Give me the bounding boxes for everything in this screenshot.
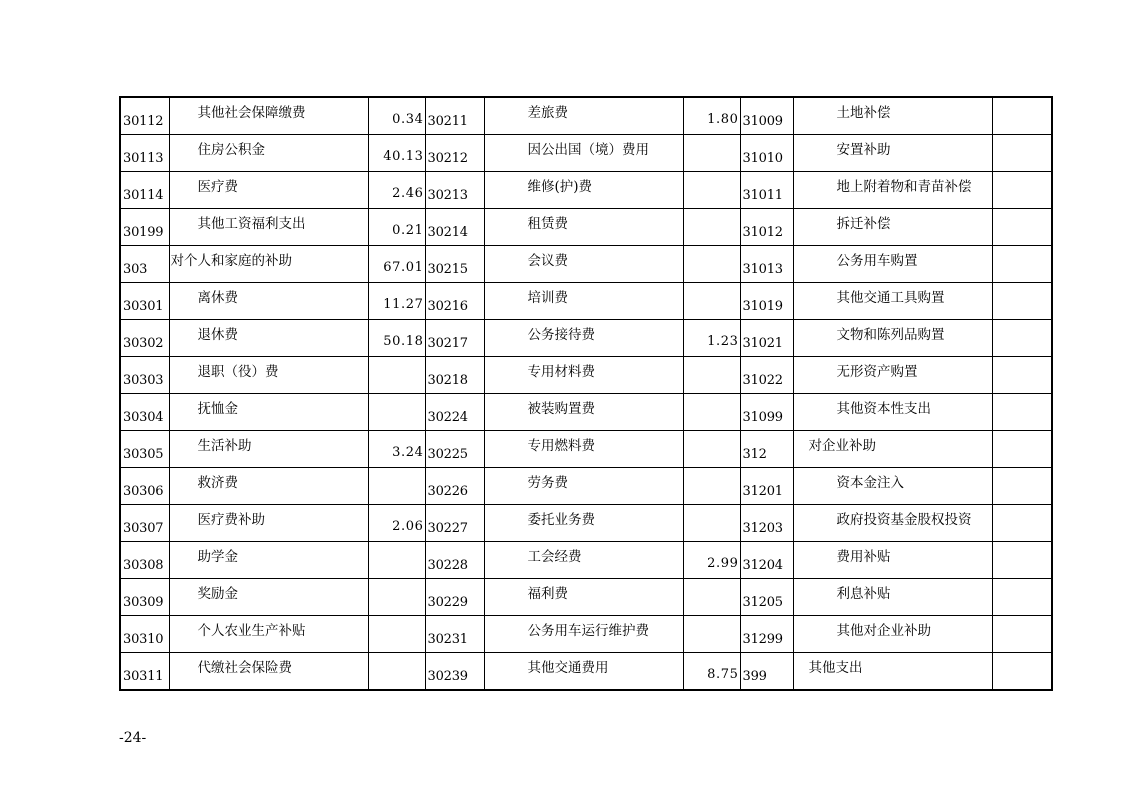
code-cell (425, 468, 484, 505)
account-code: 30213 (427, 188, 468, 203)
amount-cell (683, 283, 740, 320)
account-code: 31203 (742, 521, 783, 536)
account-code: 31205 (742, 595, 783, 610)
code-cell (425, 616, 484, 653)
code-cell (425, 283, 484, 320)
code-cell (120, 283, 169, 320)
amount-value: 11.27 (383, 297, 424, 312)
account-code: 303 (123, 262, 148, 277)
item-name: 个人农业生产补贴 (197, 623, 306, 639)
item-name: 抚恤金 (197, 401, 238, 417)
item-name-cell (484, 135, 683, 172)
item-name-cell (169, 542, 368, 579)
amount-cell (683, 505, 740, 542)
item-name: 其他资本性支出 (836, 401, 931, 417)
code-cell (740, 97, 793, 135)
item-name-cell (793, 283, 992, 320)
amount-cell (992, 542, 1052, 579)
code-cell (120, 505, 169, 542)
amount-cell (683, 468, 740, 505)
amount-cell (368, 135, 425, 172)
code-cell (425, 542, 484, 579)
item-name-cell (484, 209, 683, 246)
table-row (120, 283, 1052, 320)
item-name: 退休费 (197, 327, 238, 343)
account-code: 30212 (427, 151, 468, 166)
item-name-cell (169, 579, 368, 616)
amount-cell (683, 246, 740, 283)
item-name-cell (169, 135, 368, 172)
table-row (120, 579, 1052, 616)
item-name: 其他交通工具购置 (836, 290, 945, 306)
amount-value: 1.23 (707, 334, 739, 349)
table-row (120, 542, 1052, 579)
amount-cell (368, 97, 425, 135)
item-name: 退职（役）费 (197, 364, 279, 380)
item-name-cell (169, 320, 368, 357)
item-name-cell (169, 394, 368, 431)
code-cell (740, 468, 793, 505)
item-name: 其他交通费用 (527, 660, 609, 676)
item-name-cell (793, 172, 992, 209)
code-cell (120, 653, 169, 691)
item-name: 生活补助 (197, 438, 252, 454)
item-name: 离休费 (197, 290, 238, 306)
code-cell (120, 246, 169, 283)
account-code: 30301 (123, 299, 164, 314)
amount-cell (683, 135, 740, 172)
item-name-cell (169, 172, 368, 209)
amount-value: 3.24 (392, 445, 424, 460)
account-code: 312 (742, 447, 767, 462)
item-name-cell (484, 579, 683, 616)
account-code: 31011 (742, 188, 783, 203)
item-name: 对个人和家庭的补助 (170, 253, 292, 269)
item-name: 对企业补助 (808, 438, 876, 454)
item-name-cell (169, 209, 368, 246)
item-name-cell (484, 283, 683, 320)
amount-cell (992, 97, 1052, 135)
amount-value: 2.06 (392, 519, 424, 534)
code-cell (425, 653, 484, 691)
code-cell (740, 135, 793, 172)
account-code: 31009 (742, 114, 783, 129)
account-code: 30239 (427, 669, 468, 684)
item-name: 代缴社会保险费 (197, 660, 292, 676)
item-name: 助学金 (197, 549, 238, 565)
item-name: 安置补助 (836, 142, 891, 158)
account-code: 30310 (123, 632, 164, 647)
item-name-cell (793, 394, 992, 431)
account-code: 30304 (123, 410, 164, 425)
code-cell (120, 97, 169, 135)
amount-cell (992, 209, 1052, 246)
amount-cell (683, 394, 740, 431)
account-code: 30308 (123, 558, 164, 573)
item-name: 租赁费 (527, 216, 568, 232)
amount-cell (683, 542, 740, 579)
amount-value: 1.80 (707, 112, 739, 127)
item-name: 资本金注入 (836, 475, 904, 491)
item-name: 奖励金 (197, 586, 238, 602)
code-cell (740, 172, 793, 209)
item-name-cell (484, 357, 683, 394)
amount-cell (992, 394, 1052, 431)
amount-value: 0.34 (392, 112, 424, 127)
item-name: 其他工资福利支出 (197, 216, 306, 232)
amount-value: 67.01 (383, 260, 424, 275)
item-name-cell (484, 653, 683, 691)
amount-cell (368, 542, 425, 579)
item-name: 利息补贴 (836, 586, 891, 602)
account-code: 399 (742, 669, 767, 684)
amount-cell (368, 357, 425, 394)
amount-cell (992, 431, 1052, 468)
code-cell (120, 579, 169, 616)
item-name-cell (484, 542, 683, 579)
table-row (120, 246, 1052, 283)
code-cell (740, 357, 793, 394)
code-cell (120, 542, 169, 579)
account-code: 31021 (742, 336, 783, 351)
account-code: 31012 (742, 225, 783, 240)
item-name: 医疗费补助 (197, 512, 265, 528)
item-name-cell (169, 357, 368, 394)
account-code: 31204 (742, 558, 783, 573)
code-cell (120, 135, 169, 172)
page-number: -24- (119, 730, 147, 746)
code-cell (120, 320, 169, 357)
item-name: 差旅费 (527, 105, 568, 121)
item-name: 公务接待费 (527, 327, 595, 343)
expenditure-table (119, 96, 1053, 691)
account-code: 31010 (742, 151, 783, 166)
item-name: 救济费 (197, 475, 238, 491)
item-name-cell (169, 616, 368, 653)
item-name: 公务用车购置 (836, 253, 918, 269)
item-name-cell (169, 653, 368, 691)
amount-cell (992, 468, 1052, 505)
item-name-cell (793, 505, 992, 542)
table-row (120, 172, 1052, 209)
code-cell (120, 468, 169, 505)
amount-cell (992, 320, 1052, 357)
amount-cell (368, 320, 425, 357)
table-row (120, 97, 1052, 135)
item-name: 文物和陈列品购置 (836, 327, 945, 343)
item-name-cell (793, 135, 992, 172)
code-cell (425, 246, 484, 283)
code-cell (425, 505, 484, 542)
amount-cell (683, 172, 740, 209)
item-name-cell (793, 97, 992, 135)
item-name: 委托业务费 (527, 512, 595, 528)
code-cell (120, 616, 169, 653)
table-row (120, 616, 1052, 653)
code-cell (740, 542, 793, 579)
item-name-cell (793, 542, 992, 579)
item-name: 专用材料费 (527, 364, 595, 380)
table-row (120, 135, 1052, 172)
amount-value: 8.75 (707, 667, 739, 682)
item-name: 住房公积金 (197, 142, 265, 158)
table-row (120, 357, 1052, 394)
amount-cell (992, 616, 1052, 653)
code-cell (740, 505, 793, 542)
amount-cell (992, 246, 1052, 283)
item-name-cell (793, 357, 992, 394)
amount-value: 2.99 (707, 556, 739, 571)
account-code: 30227 (427, 521, 468, 536)
amount-cell (368, 616, 425, 653)
table-row (120, 431, 1052, 468)
code-cell (120, 209, 169, 246)
account-code: 31201 (742, 484, 783, 499)
item-name-cell (484, 97, 683, 135)
amount-cell (368, 172, 425, 209)
item-name: 其他对企业补助 (836, 623, 931, 639)
account-code: 30218 (427, 373, 468, 388)
item-name: 土地补偿 (836, 105, 891, 121)
item-name: 其他支出 (808, 660, 863, 676)
item-name: 福利费 (527, 586, 568, 602)
table-row (120, 394, 1052, 431)
account-code: 31022 (742, 373, 783, 388)
amount-cell (368, 468, 425, 505)
amount-cell (683, 653, 740, 691)
item-name: 拆迁补偿 (836, 216, 891, 232)
code-cell (425, 209, 484, 246)
amount-cell (368, 431, 425, 468)
item-name-cell (484, 468, 683, 505)
item-name-cell (169, 97, 368, 135)
table-row (120, 209, 1052, 246)
amount-cell (683, 320, 740, 357)
item-name-cell (484, 505, 683, 542)
item-name-cell (169, 246, 368, 283)
amount-cell (368, 246, 425, 283)
item-name-cell (169, 505, 368, 542)
item-name: 因公出国（境）费用 (527, 142, 649, 158)
amount-cell (683, 616, 740, 653)
account-code: 30229 (427, 595, 468, 610)
code-cell (425, 357, 484, 394)
amount-cell (683, 209, 740, 246)
code-cell (740, 653, 793, 691)
account-code: 30305 (123, 447, 164, 462)
item-name-cell (169, 468, 368, 505)
amount-cell (368, 209, 425, 246)
item-name: 政府投资基金股权投资 (836, 512, 972, 528)
code-cell (740, 283, 793, 320)
table-row (120, 505, 1052, 542)
item-name: 费用补贴 (836, 549, 891, 565)
account-code: 30214 (427, 225, 468, 240)
code-cell (740, 616, 793, 653)
item-name-cell (793, 616, 992, 653)
item-name-cell (793, 209, 992, 246)
account-code: 30113 (123, 151, 164, 166)
account-code: 31099 (742, 410, 783, 425)
code-cell (740, 431, 793, 468)
amount-cell (992, 579, 1052, 616)
code-cell (425, 431, 484, 468)
account-code: 30303 (123, 373, 164, 388)
item-name: 维修(护)费 (527, 179, 593, 195)
amount-value: 0.21 (392, 223, 424, 238)
account-code: 30226 (427, 484, 468, 499)
item-name-cell (484, 246, 683, 283)
account-code: 31299 (742, 632, 783, 647)
amount-cell (992, 653, 1052, 691)
amount-cell (683, 357, 740, 394)
item-name: 被装购置费 (527, 401, 595, 417)
item-name-cell (793, 468, 992, 505)
item-name-cell (793, 431, 992, 468)
account-code: 31013 (742, 262, 783, 277)
account-code: 30215 (427, 262, 468, 277)
amount-value: 50.18 (383, 334, 424, 349)
code-cell (425, 97, 484, 135)
amount-value: 2.46 (392, 186, 424, 201)
item-name-cell (793, 320, 992, 357)
item-name-cell (793, 579, 992, 616)
code-cell (120, 172, 169, 209)
amount-cell (368, 579, 425, 616)
account-code: 30302 (123, 336, 164, 351)
account-code: 30216 (427, 299, 468, 314)
account-code: 30306 (123, 484, 164, 499)
item-name-cell (793, 653, 992, 691)
amount-value: 40.13 (383, 149, 424, 164)
code-cell (425, 579, 484, 616)
code-cell (120, 357, 169, 394)
table-row (120, 468, 1052, 505)
code-cell (425, 135, 484, 172)
code-cell (740, 579, 793, 616)
account-code: 30217 (427, 336, 468, 351)
item-name: 劳务费 (527, 475, 568, 491)
code-cell (120, 394, 169, 431)
account-code: 30231 (427, 632, 468, 647)
item-name: 公务用车运行维护费 (527, 623, 649, 639)
code-cell (740, 320, 793, 357)
account-code: 30311 (123, 669, 164, 684)
account-code: 30307 (123, 521, 164, 536)
code-cell (425, 172, 484, 209)
item-name: 专用燃料费 (527, 438, 595, 454)
code-cell (740, 209, 793, 246)
item-name: 无形资产购置 (836, 364, 918, 380)
item-name-cell (169, 283, 368, 320)
item-name: 医疗费 (197, 179, 238, 195)
account-code: 30199 (123, 225, 164, 240)
item-name-cell (484, 616, 683, 653)
amount-cell (368, 505, 425, 542)
table-row (120, 320, 1052, 357)
code-cell (120, 431, 169, 468)
account-code: 30309 (123, 595, 164, 610)
table-row (120, 653, 1052, 691)
item-name-cell (484, 394, 683, 431)
amount-cell (368, 653, 425, 691)
item-name-cell (484, 172, 683, 209)
item-name: 其他社会保障缴费 (197, 105, 306, 121)
code-cell (425, 394, 484, 431)
item-name: 地上附着物和青苗补偿 (836, 179, 972, 195)
item-name: 会议费 (527, 253, 568, 269)
amount-cell (992, 283, 1052, 320)
item-name: 工会经费 (527, 549, 582, 565)
amount-cell (368, 394, 425, 431)
amount-cell (683, 579, 740, 616)
item-name-cell (484, 320, 683, 357)
item-name-cell (484, 431, 683, 468)
amount-cell (992, 357, 1052, 394)
item-name-cell (169, 431, 368, 468)
code-cell (740, 246, 793, 283)
account-code: 30225 (427, 447, 468, 462)
account-code: 30228 (427, 558, 468, 573)
amount-cell (683, 97, 740, 135)
amount-cell (992, 135, 1052, 172)
account-code: 30112 (123, 114, 164, 129)
account-code: 30211 (427, 114, 468, 129)
item-name: 培训费 (527, 290, 568, 306)
amount-cell (992, 505, 1052, 542)
code-cell (740, 394, 793, 431)
amount-cell (992, 172, 1052, 209)
account-code: 31019 (742, 299, 783, 314)
account-code: 30114 (123, 188, 164, 203)
amount-cell (368, 283, 425, 320)
item-name-cell (793, 246, 992, 283)
account-code: 30224 (427, 410, 468, 425)
code-cell (425, 320, 484, 357)
amount-cell (683, 431, 740, 468)
